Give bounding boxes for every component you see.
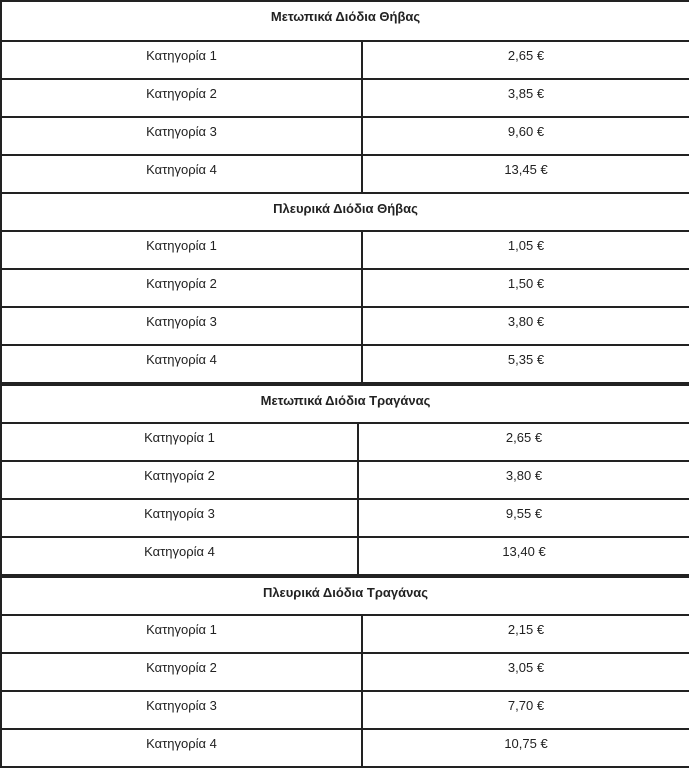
table-row (1, 79, 689, 117)
table-row (1, 423, 689, 461)
table-row (1, 499, 689, 537)
category-cell: Κατηγορία 1 (1, 231, 362, 269)
category-cell: Κατηγορία 4 (1, 729, 362, 767)
price-cell: 1,05 € (362, 231, 689, 269)
price-cell: 2,65 € (362, 41, 689, 79)
toll-table-metopika-traganas (0, 384, 689, 576)
table-row (1, 729, 689, 767)
table-row (1, 41, 689, 79)
category-cell: Κατηγορία 1 (1, 41, 362, 79)
section-header-row (1, 385, 689, 423)
price-cell: 13,45 € (362, 155, 689, 193)
table-row (1, 269, 689, 307)
table-row (1, 345, 689, 383)
category-cell: Κατηγορία 4 (1, 155, 362, 193)
price-cell: 2,65 € (358, 423, 689, 461)
category-cell: Κατηγορία 3 (1, 117, 362, 155)
category-cell: Κατηγορία 2 (1, 269, 362, 307)
category-cell: Κατηγορία 4 (1, 537, 358, 575)
table-row (1, 615, 689, 653)
category-cell: Κατηγορία 3 (1, 691, 362, 729)
table-row (1, 653, 689, 691)
table-row (1, 461, 689, 499)
category-cell: Κατηγορία 3 (1, 307, 362, 345)
price-cell: 10,75 € (362, 729, 689, 767)
price-cell: 3,05 € (362, 653, 689, 691)
table-row (1, 537, 689, 575)
table-row (1, 307, 689, 345)
price-cell: 13,40 € (358, 537, 689, 575)
category-cell: Κατηγορία 2 (1, 653, 362, 691)
price-cell: 3,85 € (362, 79, 689, 117)
section-header-row (1, 193, 689, 231)
section-header-row (1, 577, 689, 615)
price-cell: 9,60 € (362, 117, 689, 155)
price-cell: 3,80 € (362, 307, 689, 345)
section-title: Μετωπικά Διόδια Τραγάνας (1, 385, 689, 423)
price-cell: 9,55 € (358, 499, 689, 537)
table-row (1, 231, 689, 269)
price-cell: 7,70 € (362, 691, 689, 729)
section-title: Μετωπικά Διόδια Θήβας (1, 1, 689, 41)
table-row (1, 117, 689, 155)
section-title: Πλευρικά Διόδια Θήβας (1, 193, 689, 231)
section-header-row (1, 1, 689, 41)
toll-table-pleurika-traganas (0, 576, 689, 768)
price-cell: 1,50 € (362, 269, 689, 307)
category-cell: Κατηγορία 3 (1, 499, 358, 537)
section-title: Πλευρικά Διόδια Τραγάνας (1, 577, 689, 615)
toll-table-pleurika-thivas (0, 192, 689, 384)
toll-table-metopika-thivas (0, 0, 689, 194)
category-cell: Κατηγορία 1 (1, 615, 362, 653)
category-cell: Κατηγορία 4 (1, 345, 362, 383)
table-row (1, 691, 689, 729)
price-cell: 5,35 € (362, 345, 689, 383)
price-cell: 3,80 € (358, 461, 689, 499)
category-cell: Κατηγορία 2 (1, 461, 358, 499)
price-cell: 2,15 € (362, 615, 689, 653)
table-row (1, 155, 689, 193)
category-cell: Κατηγορία 1 (1, 423, 358, 461)
category-cell: Κατηγορία 2 (1, 79, 362, 117)
